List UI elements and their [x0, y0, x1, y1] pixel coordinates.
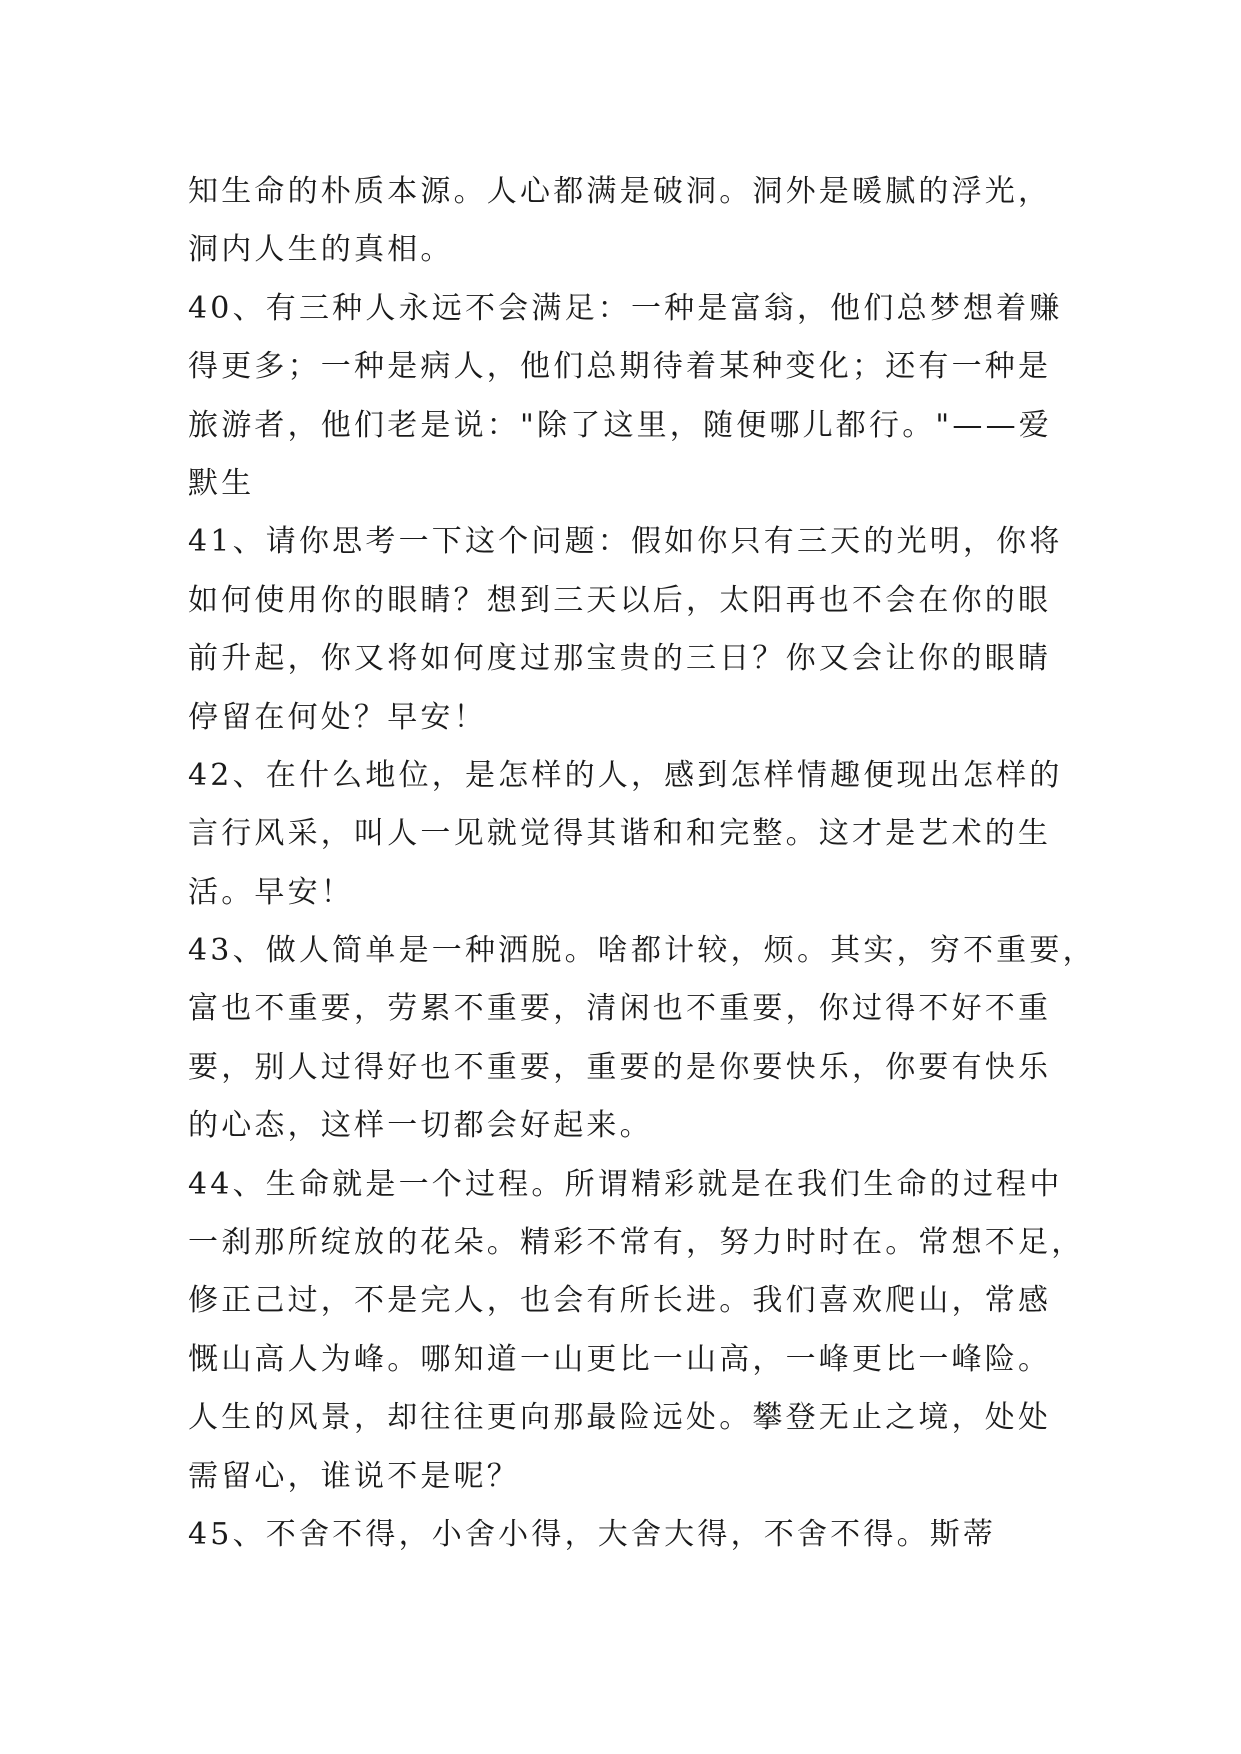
text-line: 得更多；一种是病人，他们总期待着某种变化；还有一种是: [188, 349, 1052, 385]
text-line: 活。早安！: [188, 874, 354, 910]
text-line: 一刹那所绽放的花朵。精彩不常有，努力时时在。常想不足，: [188, 1225, 1085, 1261]
text-line: 43、做人简单是一种洒脱。啥都计较，烦。其实，穷不重要，: [188, 933, 1096, 969]
text-line: 如何使用你的眼睛？想到三天以后，太阳再也不会在你的眼: [188, 582, 1052, 618]
text-line: 人生的风景，却往往更向那最险远处。攀登无止之境，处处: [188, 1400, 1052, 1436]
text-line: 慨山高人为峰。哪知道一山更比一山高，一峰更比一峰险。: [188, 1341, 1052, 1377]
text-line: 需留心，谁说不是呢？: [188, 1458, 520, 1494]
text-line: 41、请你思考一下这个问题：假如你只有三天的光明，你将: [188, 524, 1063, 560]
text-line: 知生命的朴质本源。人心都满是破洞。洞外是暖腻的浮光，: [188, 174, 1052, 209]
text-line: 前升起，你又将如何度过那宝贵的三日？你又会让你的眼睛: [188, 641, 1052, 677]
text-line: 45、不舍不得，小舍小得，大舍大得，不舍不得。斯蒂: [188, 1516, 997, 1552]
text-line: 富也不重要，劳累不重要，清闲也不重要，你过得不好不重: [188, 991, 1052, 1027]
text-line: 旅游者，他们老是说："除了这里，随便哪儿都行。"——爱: [188, 407, 1052, 443]
text-line: 停留在何处？早安！: [188, 699, 487, 735]
text-line: 的心态，这样一切都会好起来。: [188, 1108, 653, 1144]
text-line: 要，别人过得好也不重要，重要的是你要快乐，你要有快乐: [188, 1049, 1052, 1085]
text-line: 40、有三种人永远不会满足：一种是富翁，他们总梦想着赚: [188, 290, 1063, 326]
text-line: 洞内人生的真相。: [188, 232, 454, 268]
text-line: 默生: [188, 465, 255, 501]
body-text: [188, 163, 1096, 1564]
text-line: 言行风采，叫人一见就觉得其谐和和完整。这才是艺术的生: [188, 816, 1052, 852]
text-line: 修正己过，不是完人，也会有所长进。我们喜欢爬山，常感: [188, 1283, 1052, 1319]
text-line: 42、在什么地位，是怎样的人，感到怎样情趣便现出怎样的: [188, 757, 1063, 793]
text-line: 44、生命就是一个过程。所谓精彩就是在我们生命的过程中: [188, 1166, 1063, 1202]
